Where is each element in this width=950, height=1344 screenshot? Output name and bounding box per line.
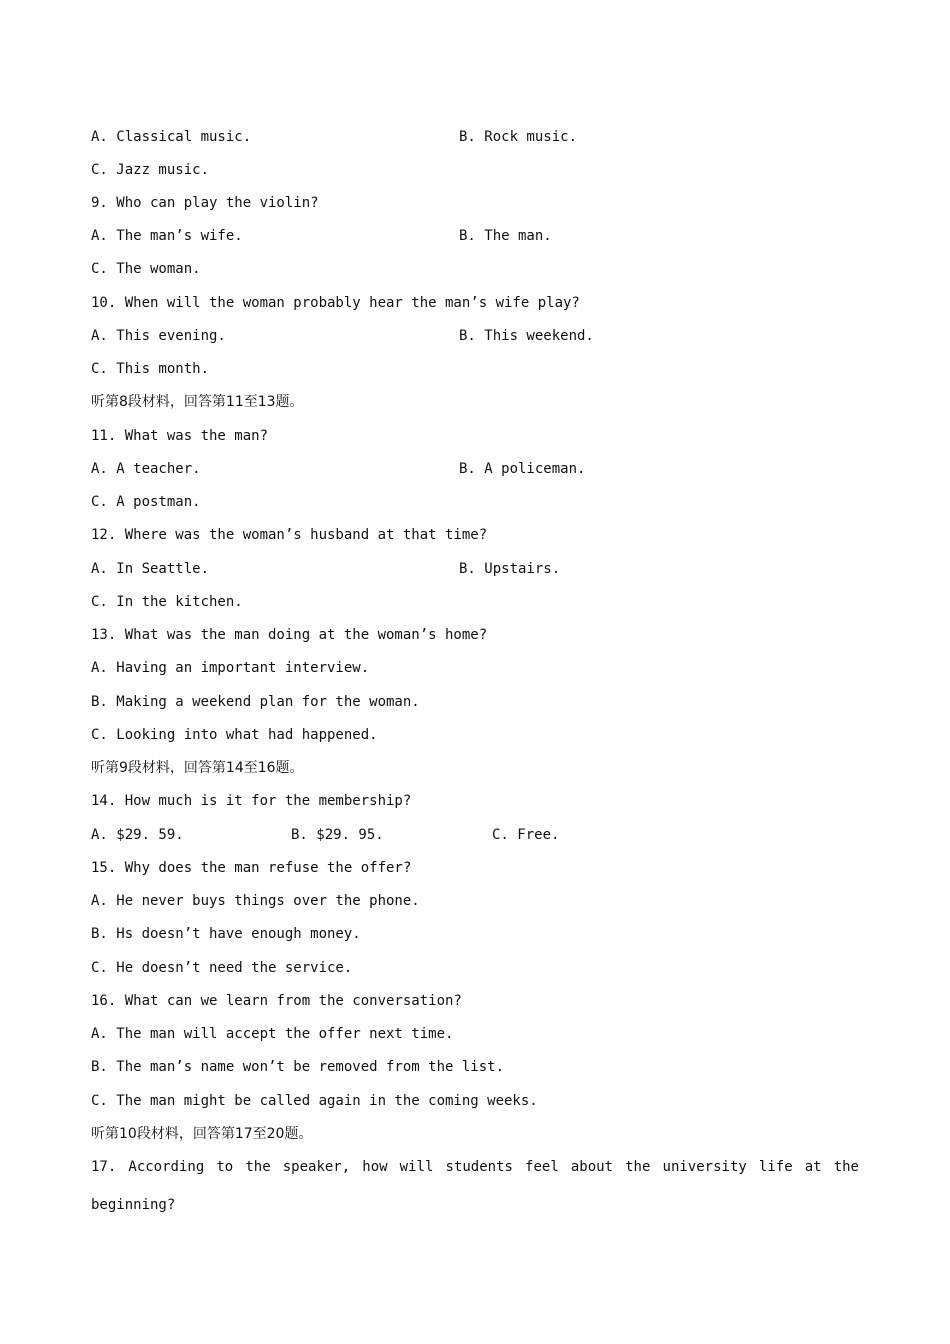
- section-8-heading: 听第8段材料，回答第11至13题。: [91, 394, 304, 410]
- question-17-continued: beginning?: [91, 1197, 176, 1213]
- q16-option-a: A. The man will accept the offer next time.: [91, 1026, 454, 1042]
- q8-option-b: B. Rock music.: [459, 129, 578, 145]
- q12-option-a: A. In Seattle.: [91, 561, 210, 577]
- q9-option-b: B. The man.: [459, 228, 552, 244]
- question-11: 11. What was the man?: [91, 428, 269, 444]
- section-10-heading: 听第10段材料，回答第17至20题。: [91, 1126, 313, 1142]
- q12-option-b: B. Upstairs.: [459, 561, 561, 577]
- q15-option-a: A. He never buys things over the phone.: [91, 893, 420, 909]
- q11-option-b: B. A policeman.: [459, 461, 586, 477]
- question-10: 10. When will the woman probably hear the man’s wife play?: [91, 295, 580, 311]
- q12-option-c: C. In the kitchen.: [91, 594, 243, 610]
- q16-option-c: C. The man might be called again in the coming weeks.: [91, 1093, 538, 1109]
- q15-option-b: B. Hs doesn’t have enough money.: [91, 926, 361, 942]
- question-17: 17. According to the speaker, how will students feel about the university life at the: [91, 1159, 859, 1175]
- question-16: 16. What can we learn from the conversation?: [91, 993, 462, 1009]
- question-9: 9. Who can play the violin?: [91, 195, 319, 211]
- q14-option-c: C. Free.: [492, 827, 560, 843]
- question-14: 14. How much is it for the membership?: [91, 793, 412, 809]
- q16-option-b: B. The man’s name won’t be removed from the list.: [91, 1059, 505, 1075]
- q14-option-a: A. $29. 59.: [91, 827, 184, 843]
- question-13: 13. What was the man doing at the woman’s home?: [91, 627, 488, 643]
- q14-option-b: B. $29. 95.: [291, 827, 384, 843]
- question-12: 12. Where was the woman’s husband at that time?: [91, 527, 488, 543]
- section-9-heading: 听第9段材料，回答第14至16题。: [91, 760, 304, 776]
- q10-option-a: A. This evening.: [91, 328, 226, 344]
- q13-option-a: A. Having an important interview.: [91, 660, 370, 676]
- q9-option-a: A. The man’s wife.: [91, 228, 243, 244]
- question-15: 15. Why does the man refuse the offer?: [91, 860, 412, 876]
- q11-option-a: A. A teacher.: [91, 461, 201, 477]
- q8-option-c: C. Jazz music.: [91, 162, 210, 178]
- q11-option-c: C. A postman.: [91, 494, 201, 510]
- q13-option-b: B. Making a weekend plan for the woman.: [91, 694, 420, 710]
- q15-option-c: C. He doesn’t need the service.: [91, 960, 353, 976]
- q9-option-c: C. The woman.: [91, 261, 201, 277]
- q8-option-a: A. Classical music.: [91, 129, 252, 145]
- q13-option-c: C. Looking into what had happened.: [91, 727, 378, 743]
- q10-option-b: B. This weekend.: [459, 328, 594, 344]
- q10-option-c: C. This month.: [91, 361, 210, 377]
